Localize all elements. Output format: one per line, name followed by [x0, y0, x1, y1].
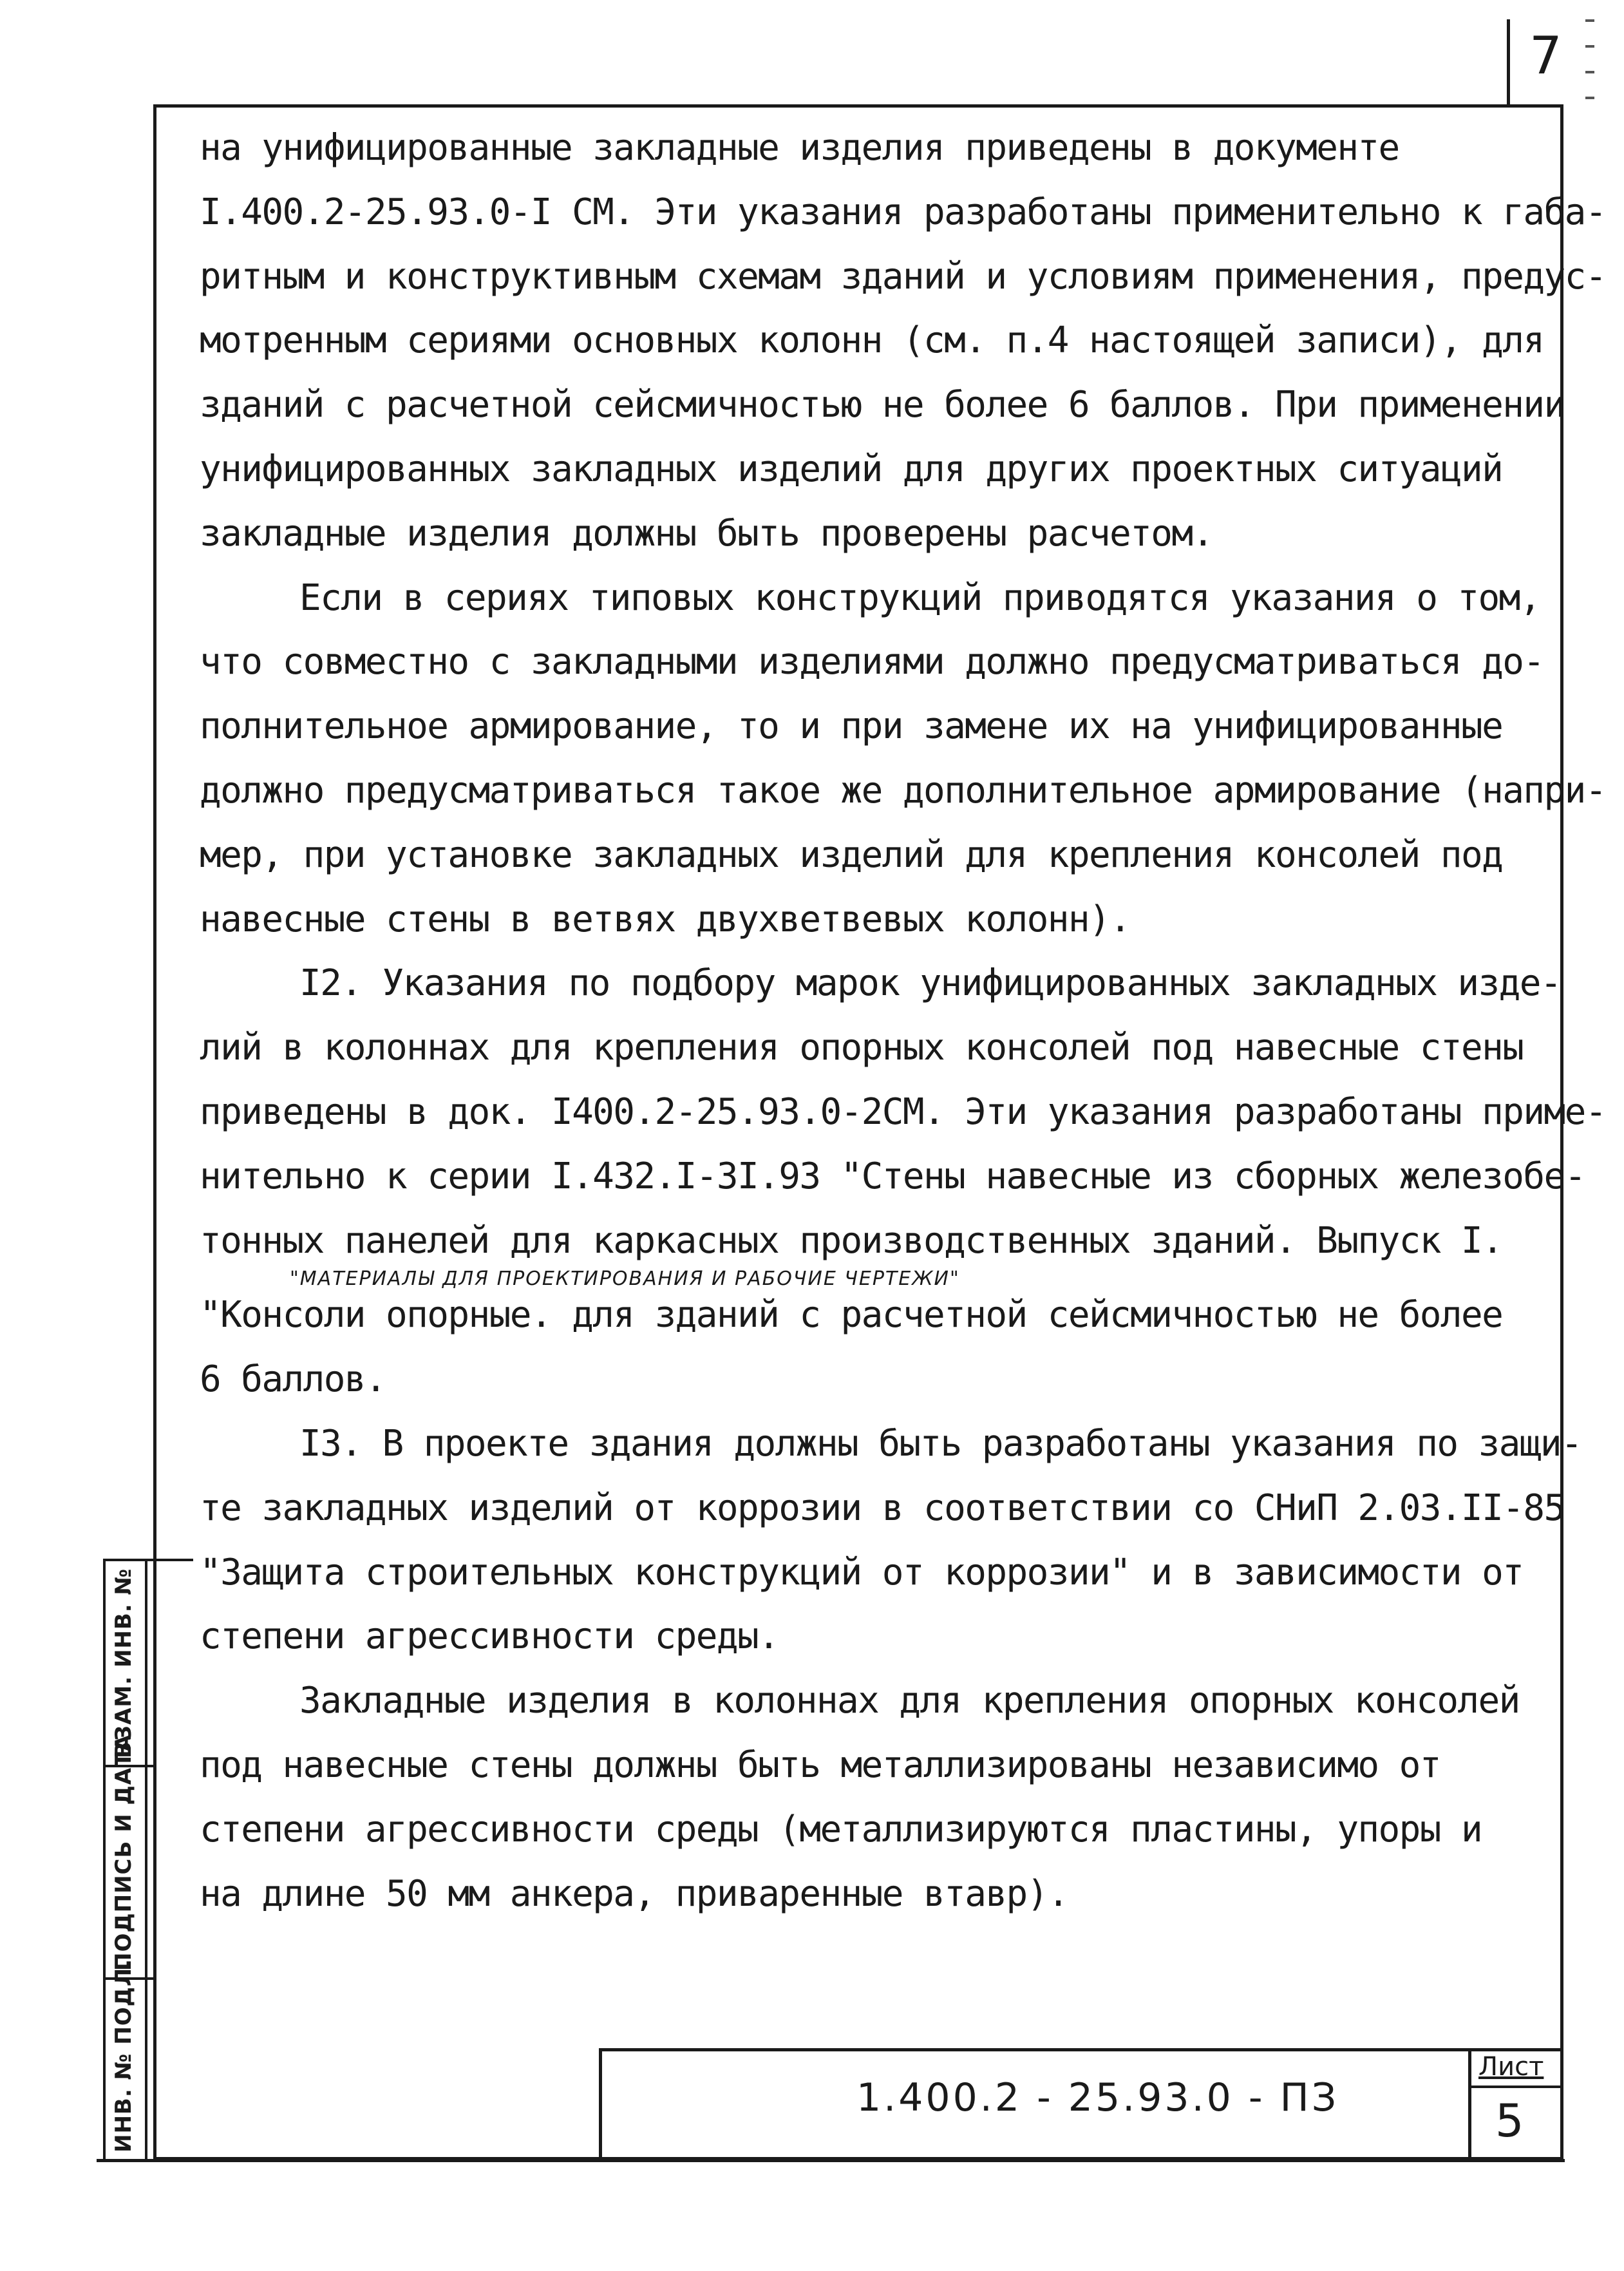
paragraph-14: [200, 1669, 1539, 1926]
text-line: Если в сериях типовых конструкций приводятся указания о том,: [299, 576, 1540, 619]
text-line: I2. Указания по подбору марок унифицированных закладных изде-: [299, 962, 1562, 1005]
text-line: унифицированных закладных изделий для других проектных ситуаций: [200, 448, 1503, 490]
text-line: Закладные изделия в колоннах для крепления опорных консолей: [299, 1680, 1520, 1722]
text-line: закладные изделия должны быть проверены расчетом.: [200, 512, 1213, 555]
paragraph-1: [200, 116, 1606, 566]
sheet-label: Лист: [1478, 2052, 1544, 2082]
text-line: на унифицированные закладные изделия приведены в документе: [200, 127, 1399, 169]
text-line: "Защита строительных конструкций от коррозии" и в зависимости от: [200, 1551, 1524, 1593]
document-body: [200, 116, 1606, 1926]
sheet-divider: [1468, 2086, 1563, 2088]
corner-tick: [1585, 19, 1594, 22]
text-line: "Консоли опорные. для зданий с расчетной сейсмичностью не более: [200, 1294, 1503, 1336]
text-line: приведены в док. I400.2-25.93.0-2СМ. Эти указания разработаны приме-: [200, 1090, 1606, 1133]
text-line: полнительное армирование, то и при замене их на унифицированные: [200, 705, 1503, 748]
text-line: ритным и конструктивным схемам зданий и условиям применения, предус-: [200, 255, 1606, 298]
sheet-number: 5: [1495, 2095, 1524, 2147]
document-code: 1.400.2 - 25.93.0 - ПЗ: [856, 2075, 1339, 2120]
corner-tick: [1585, 97, 1594, 99]
corner-tick: [1585, 45, 1594, 48]
handwritten-insertion: "МАТЕРИАЛЫ ДЛЯ ПРОЕКТИРОВАНИЯ И РАБОЧИЕ ЧЕРТЕЖИ": [290, 1268, 960, 1291]
text-line: на длине 50 мм анкера, приваренные втавр).: [200, 1872, 1068, 1915]
text-line: те закладных изделий от коррозии в соответствии со СНиП 2.03.II-85: [200, 1487, 1565, 1529]
bottom-rule: [97, 2159, 1565, 2162]
text-line: мер, при установке закладных изделий для крепления консолей под: [200, 833, 1503, 876]
corner-page-number: 7: [1529, 26, 1562, 86]
paragraph-2: [200, 566, 1606, 952]
text-line: навесные стены в ветвях двухветвевых колонн).: [200, 898, 1131, 940]
side-stamp-divider: [145, 1559, 147, 2160]
signature-date-label: ПОДПИСЬ И ДАТА: [111, 1734, 137, 1971]
inventory-number-label: ИНВ. № ПОДЛ.: [111, 1958, 137, 2152]
paragraph-12: [200, 951, 1606, 1412]
replacement-inventory-label: ВЗАМ. ИНВ. №: [111, 1568, 137, 1758]
text-line: 6 баллов.: [200, 1358, 386, 1401]
corner-tick: [1585, 71, 1594, 73]
text-line: зданий с расчетной сейсмичностью не более 6 баллов. При применении: [200, 384, 1565, 426]
paragraph-13: [200, 1412, 1582, 1669]
text-line: степени агрессивности среды (металлизируются пластины, упоры и: [200, 1808, 1482, 1850]
text-line: мотренным сериями основных колонн (см. п.4 настоящей записи), для: [200, 319, 1544, 362]
text-line: тонных панелей для каркасных производственных зданий. Выпуск I.: [200, 1219, 1503, 1262]
text-line: I.400.2-25.93.0-I СМ. Эти указания разработаны применительно к габа-: [200, 191, 1606, 233]
text-line: нительно к серии I.432.I-3I.93 "Стены навесные из сборных железобе-: [200, 1155, 1585, 1197]
text-line: лий в колоннах для крепления опорных консолей под навесные стены: [200, 1027, 1524, 1069]
text-line: должно предусматриваться такое же дополнительное армирование (напри-: [200, 769, 1606, 812]
text-line: под навесные стены должны быть металлизированы независимо от: [200, 1744, 1440, 1786]
text-line: что совместно с закладными изделиями должно предусматриваться до-: [200, 641, 1544, 683]
text-line: степени агрессивности среды.: [200, 1615, 779, 1658]
text-line: I3. В проекте здания должны быть разработаны указания по защи-: [299, 1422, 1582, 1465]
